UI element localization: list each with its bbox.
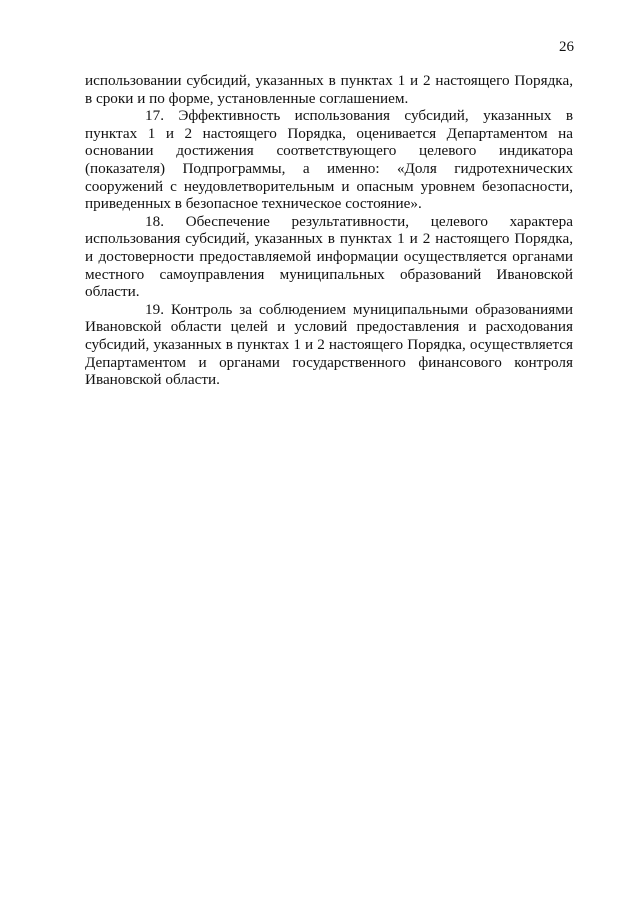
page-number: 26 (559, 39, 574, 55)
document-body (85, 72, 573, 389)
paragraph-19: 19. Контроль за соблюдением муниципальными образованиями Ивановской области целей и условий предоставления и расходования субсидий, указанных в пунктах 1 и 2 настоящего Порядка, осуществляется Департаментом и органами государственного финансового контроля Ивановской области. (85, 300, 573, 389)
paragraph-17: 17. Эффективность использования субсидий, указанных в пунктах 1 и 2 настоящего Порядка, оценивается Департаментом на основании достижения соответствующего целевого индикатора (показателя) Подпрограммы, а именно: «Доля гидротехнических сооружений с неудовлетворительным и опасным уровнем безопасности, приведенных в безопасное техническое состояние». (85, 107, 573, 213)
paragraph-18: 18. Обеспечение результативности, целевого характера использования субсидий, указанных в пунктах 1 и 2 настоящего Порядка, и достоверности предоставляемой информации осуществляется органами местного самоуправления муниципальных образований Ивановской области. (85, 212, 573, 301)
paragraph-continuation: использовании субсидий, указанных в пунктах 1 и 2 настоящего Порядка, в сроки и по форме, установленные соглашением. (85, 72, 573, 107)
